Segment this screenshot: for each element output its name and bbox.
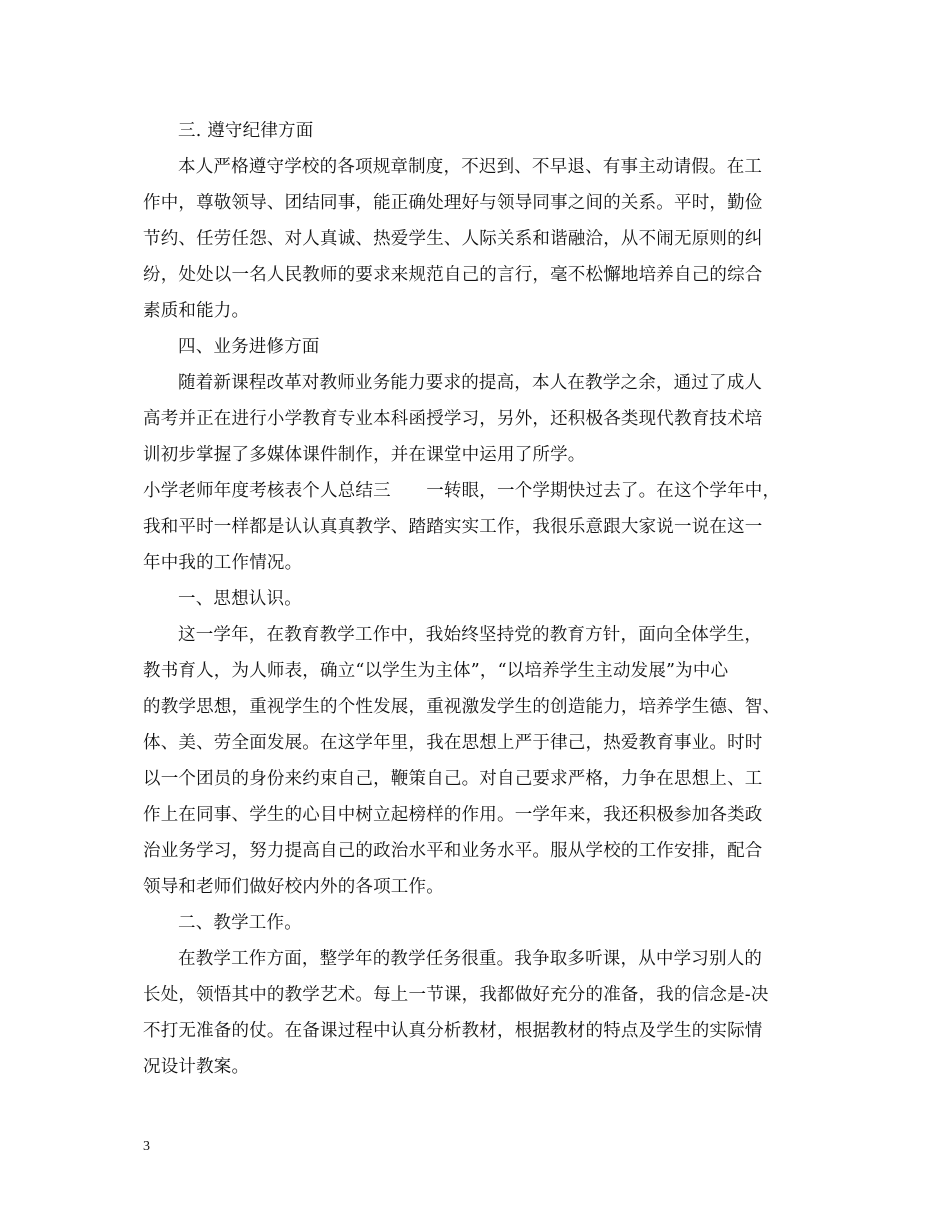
paragraph-line: 随着新课程改革对教师业务能力要求的提高，本人在教学之余，通过了成人 <box>178 373 763 393</box>
paragraph-line: 教书育人，为人师表，确立“以学生为主体”，“以培养学生主动发展”为中心 <box>143 661 729 681</box>
paragraph-line: 我和平时一样都是认认真真教学、踏踏实实工作，我很乐意跟大家说一说在这一 <box>143 517 763 537</box>
paragraph-line: 况设计教案。 <box>143 1057 250 1077</box>
paragraph-line: 治业务学习，努力提高自己的政治水平和业务水平。服从学校的工作安排，配合 <box>143 841 763 861</box>
paragraph-line: 长处，领悟其中的教学艺术。每上一节课，我都做好充分的准备，我的信念是-决 <box>143 985 769 1005</box>
paragraph-line: 高考并正在进行小学教育专业本科函授学习，另外，还积极各类现代教育技术培 <box>143 409 763 429</box>
paragraph-line: 体、美、劳全面发展。在这学年里，我在思想上严于律己，热爱教育事业。时时 <box>143 733 763 753</box>
summary-title-line: 小学老师年度考核表个人总结三 一转眼，一个学期快过去了。在这个学年中， <box>143 481 781 501</box>
paragraph-line: 作上在同事、学生的心目中树立起榜样的作用。一学年来，我还积极参加各类政 <box>143 805 763 825</box>
paragraph-line: 作中，尊敬领导、团结同事，能正确处理好与领导同事之间的关系。平时，勤俭 <box>143 193 763 213</box>
paragraph-line: 训初步掌握了多媒体课件制作，并在课堂中运用了所学。 <box>143 445 586 465</box>
section-heading-ideology: 一、思想认识。 <box>178 589 302 609</box>
paragraph-line: 年中我的工作情况。 <box>143 553 303 573</box>
paragraph-line: 本人严格遵守学校的各项规章制度，不迟到、不早退、有事主动请假。在工 <box>178 157 763 177</box>
section-heading-discipline: 三. 遵守纪律方面 <box>178 121 314 141</box>
paragraph-line: 这一学年，在教育教学工作中，我始终坚持党的教育方针，面向全体学生， <box>178 625 763 645</box>
page-number: 3 <box>143 1139 150 1154</box>
paragraph-line: 的教学思想，重视学生的个性发展，重视激发学生的创造能力，培养学生德、智、 <box>143 697 781 717</box>
section-heading-teaching: 二、教学工作。 <box>178 913 302 933</box>
section-heading-professional-study: 四、业务进修方面 <box>178 337 320 357</box>
paragraph-line: 纷，处处以一名人民教师的要求来规范自己的言行，毫不松懈地培养自己的综合 <box>143 265 763 285</box>
paragraph-line: 以一个团员的身份来约束自己，鞭策自己。对自己要求严格，力争在思想上、工 <box>143 769 763 789</box>
paragraph-line: 节约、任劳任怨、对人真诚、热爱学生、人际关系和谐融洽，从不闹无原则的纠 <box>143 229 763 249</box>
paragraph-line: 在教学工作方面，整学年的教学任务很重。我争取多听课，从中学习别人的 <box>178 949 763 969</box>
paragraph-line: 领导和老师们做好校内外的各项工作。 <box>143 877 444 897</box>
paragraph-line: 不打无准备的仗。在备课过程中认真分析教材，根据教材的特点及学生的实际情 <box>143 1021 763 1041</box>
paragraph-line: 素质和能力。 <box>143 301 250 321</box>
document-body <box>143 113 807 1085</box>
